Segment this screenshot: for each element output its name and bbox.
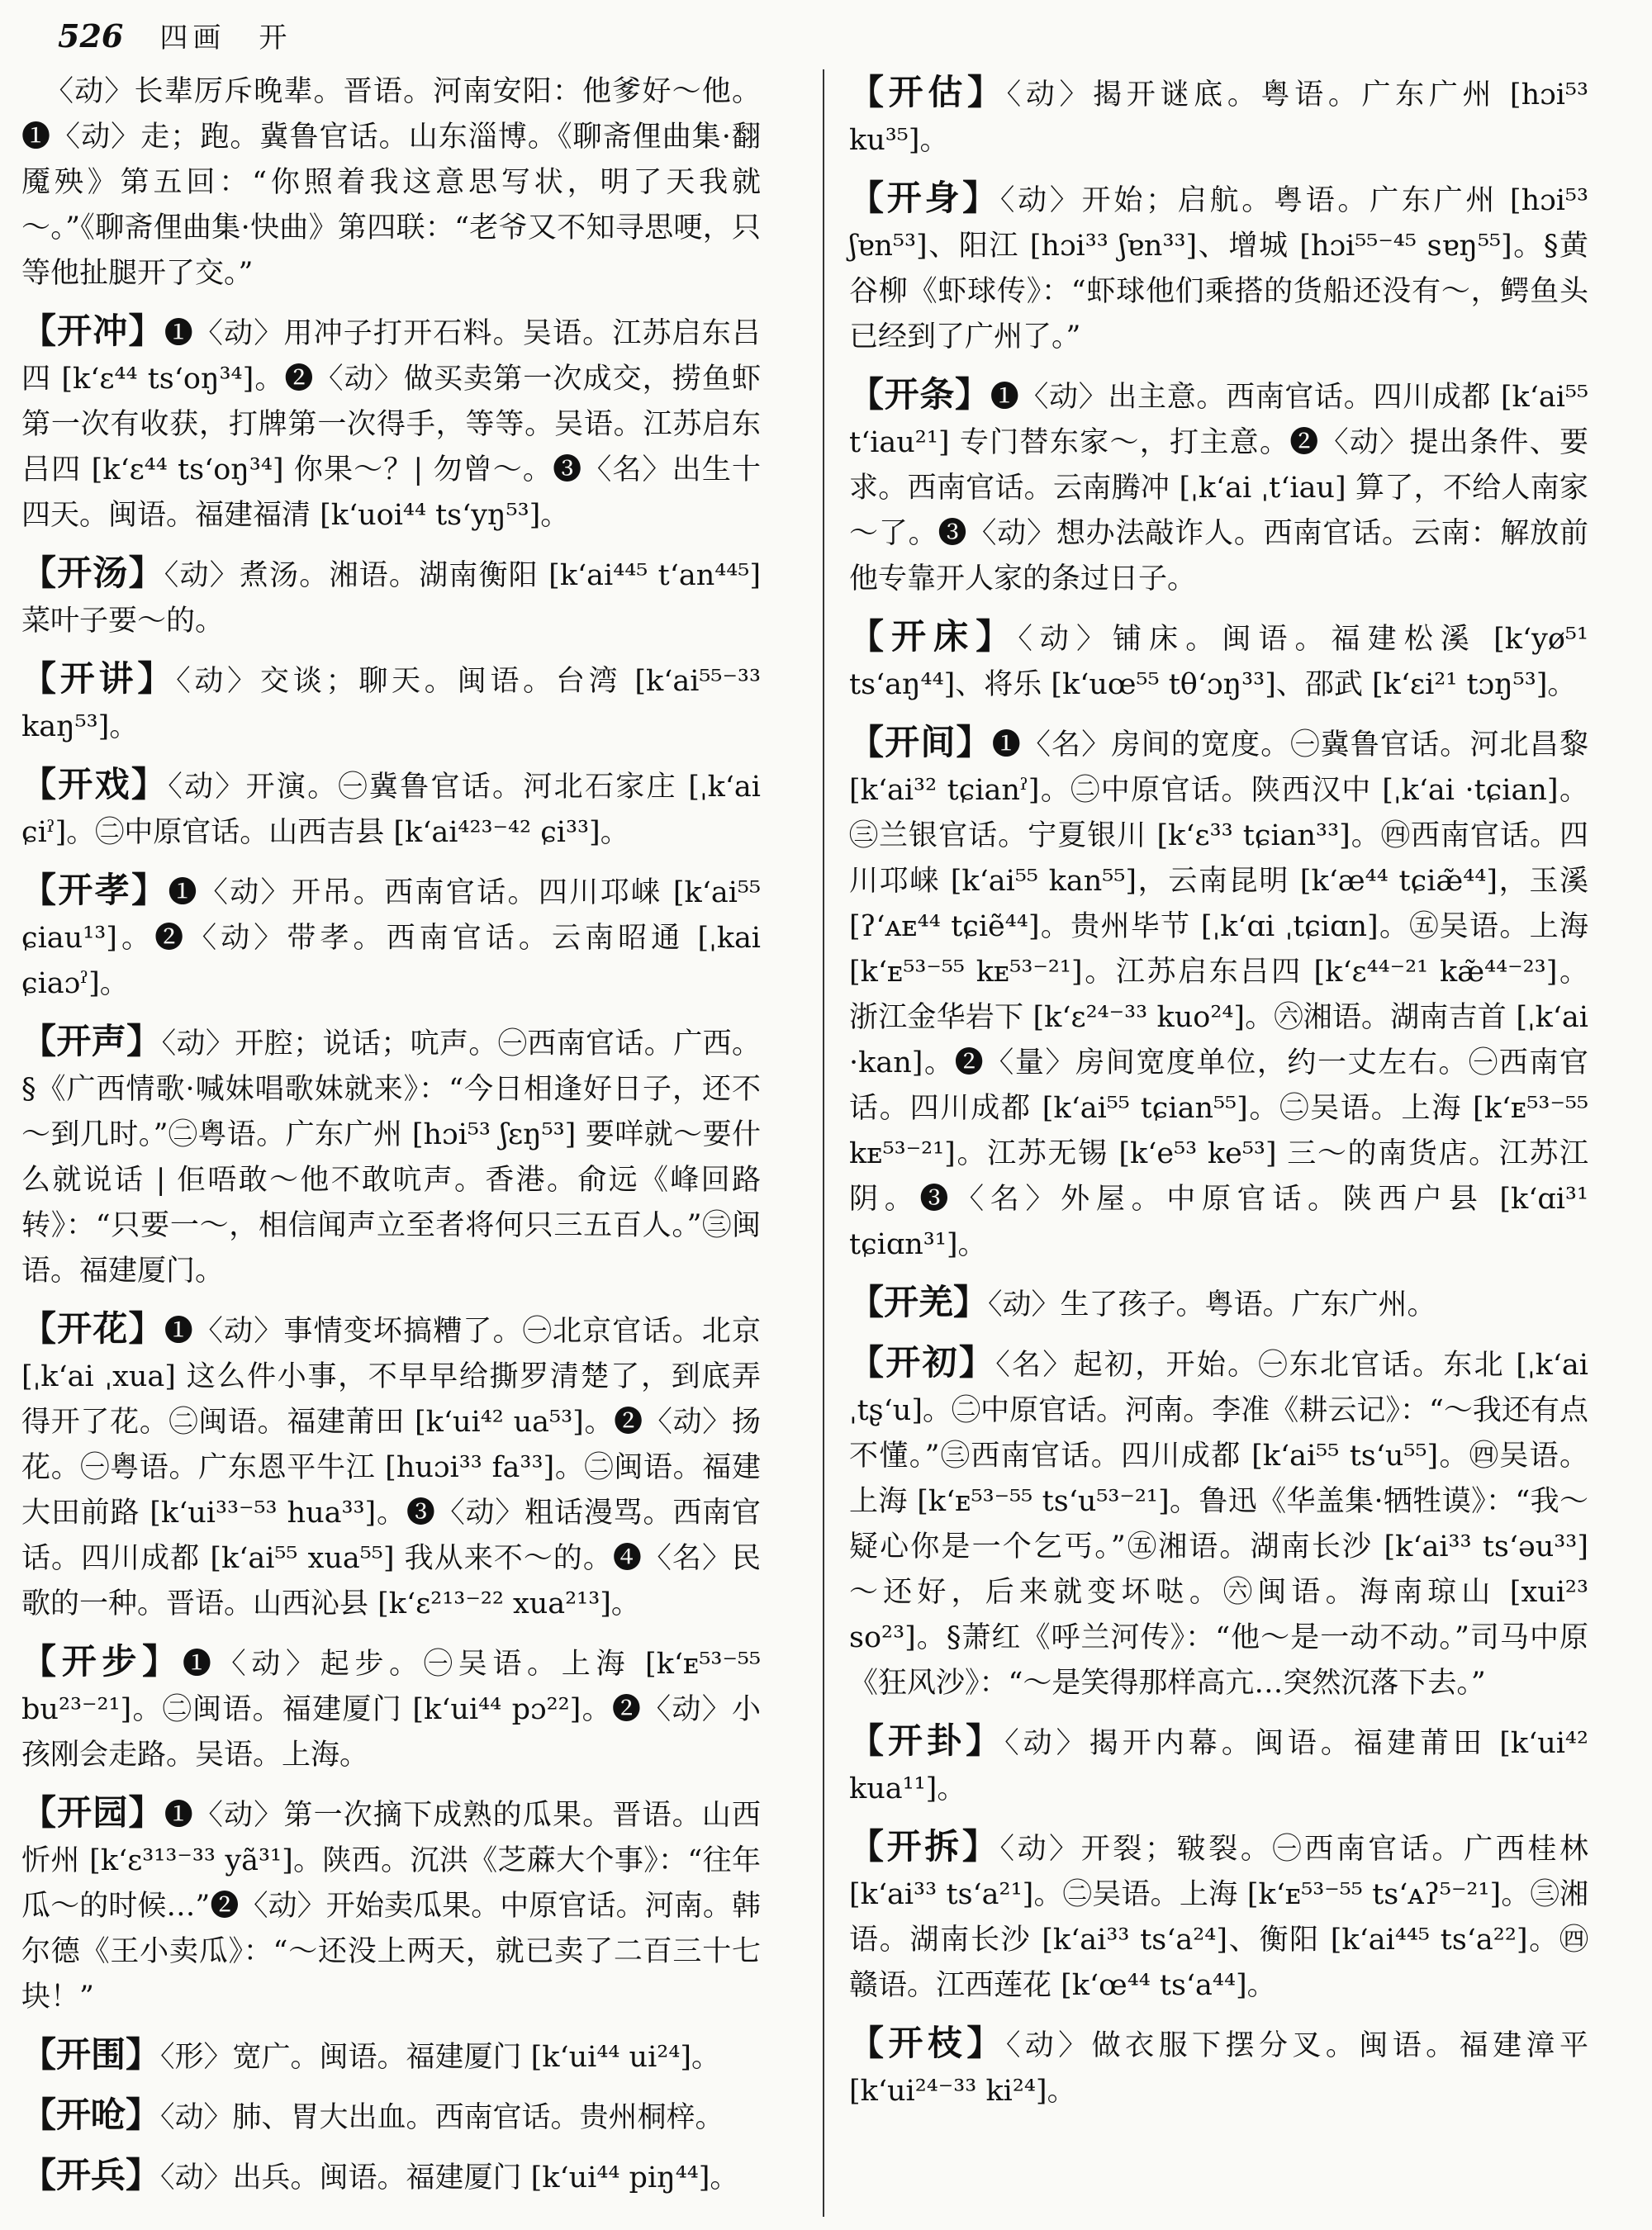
headword: 【开枝】 <box>849 2023 1006 2063</box>
headword: 【开卦】 <box>849 1720 1005 1761</box>
headword: 【开呛】 <box>21 2095 161 2135</box>
right-column <box>849 69 1588 2126</box>
headword: 【开间】 <box>849 722 992 762</box>
dictionary-entry: 【开围】〈形〉宽广。闽语。福建厦门 [kʻui⁴⁴ ui²⁴]。 <box>21 2034 721 2075</box>
headword: 【开身】 <box>849 178 1000 218</box>
dictionary-entry: 【开条】❶〈动〉出主意。西南官话。四川成都 [kʻai⁵⁵ tʻiau²¹] 专门替东家～，打主意。❷〈动〉提出条件、要求。西南官话。云南腾冲 [ˌkʻai ˌtʻiau] 算了，不给人南家～了。❸〈动〉想办法敲诈人。西南官话。云南：解放前他专靠开人家的条过日子。 <box>849 374 1588 595</box>
dictionary-entry: 【开床】〈动〉铺床。闽语。福建松溪 [kʻyø⁵¹ tsʻaŋ⁴⁴]、将乐 [kʻuœ⁵⁵ tθʻɔŋ³³]、邵武 [kʻɛi²¹ tɔŋ⁵³]。 <box>849 616 1588 701</box>
headword: 【开步】 <box>21 1641 183 1682</box>
headword: 【开围】 <box>21 2034 161 2075</box>
dictionary-entry: 【开声】〈动〉开腔；说话；吭声。㊀西南官话。广西。§《广西情歌·喊妹唱歌妹就来》：“今日相逢好日子，还不～到几时。”㊁粤语。广东广州 [hɔi⁵³ ʃɛŋ⁵³] 要咩就～要什么就说话 | 佢唔敢～他不敢吭声。香港。俞远《峰回路转》：“只要一～，相信闻声立至者将何只三五百人。”㊂闽语。福建厦门。 <box>21 1021 761 1288</box>
headword: 【开戏】 <box>21 764 169 804</box>
dictionary-entry: 【开冲】❶〈动〉用冲子打开石料。吴语。江苏启东吕四 [kʻɛ⁴⁴ tsʻoŋ³⁴]。❷〈动〉做买卖第一次成交，捞鱼虾第一次有收获，打牌第一次得手，等等。吴语。江苏启东吕四 [kʻɛ⁴⁴ tsʻoŋ³⁴] 你果～？| 勿曾～。❸〈名〉出生十四天。闽语。福建福清 [kʻuoi⁴⁴ tsʻyŋ⁵³]。 <box>21 311 761 532</box>
headword: 【开估】 <box>849 72 1007 112</box>
dictionary-entry: 【开呛】〈动〉肺、胃大出血。西南官话。贵州桐梓。 <box>21 2095 724 2135</box>
headword: 【开汤】 <box>21 553 164 593</box>
running-head: 四画 开 <box>159 21 292 55</box>
headword: 【开冲】 <box>21 311 164 351</box>
headword: 【开孝】 <box>21 870 169 910</box>
dictionary-entry: 【开初】〈名〉起初，开始。㊀东北官话。东北 [ˌkʻai ˌtʂʻu]。㊁中原官话。河南。李准《耕云记》：“～我还有点不懂。”㊂西南官话。四川成都 [kʻai⁵⁵ tsʻu⁵⁵]。㊃吴语。上海 [kʻᴇ⁵³⁻⁵⁵ tsʻu⁵³⁻²¹]。鲁迅《华盖集·牺牲谟》：“我～疑心你是一个乞丐。”㊄湘语。湖南长沙 [kʻai³³ tsʻəu³³] ～还好，后来就变坏哒。㊅闽语。海南琼山 [xui²³ so²³]。§萧红《呼兰河传》：“他～是一动不动。”司马中原《狂风沙》：“～是笑得那样高亢…突然沉落下去。” <box>849 1342 1588 1700</box>
dictionary-entry: 【开身】〈动〉开始；启航。粤语。广东广州 [hɔi⁵³ ʃɐn⁵³]、阳江 [hɔi³³ ʃɐn³³]、增城 [hɔi⁵⁵⁻⁴⁵ sɐŋ⁵⁵]。§黄谷柳《虾球传》：“虾球他们乘搭的货船还没有～，鳄鱼头已经到了广州了。” <box>849 178 1588 353</box>
dictionary-entry: 【开兵】〈动〉出兵。闽语。福建厦门 [kʻui⁴⁴ piŋ⁴⁴]。 <box>21 2155 739 2195</box>
dictionary-entry: 【开孝】❶〈动〉开吊。西南官话。四川邛崃 [kʻai⁵⁵ ɕiau¹³]。❷〈动〉带孝。西南官话。云南昭通 [ˌkai ɕiaɔˀ]。 <box>21 870 761 1000</box>
headword: 【开园】 <box>21 1792 164 1833</box>
headword: 【开羌】 <box>849 1282 989 1322</box>
dictionary-entry: 【开步】❶〈动〉起步。㊀吴语。上海 [kʻᴇ⁵³⁻⁵⁵ bu²³⁻²¹]。㊁闽语。福建厦门 [kʻui⁴⁴ pɔ²²]。❷〈动〉小孩刚会走路。吴语。上海。 <box>21 1641 761 1772</box>
dictionary-entry: 【开花】❶〈动〉事情变坏搞糟了。㊀北京官话。北京 [ˌkʻai ˌxua] 这么件小事，不早早给撕罗清楚了，到底弄得开了花。㊁闽语。福建莆田 [kʻui⁴² ua⁵³]。❷〈动〉扬花。㊀粤语。广东恩平牛江 [huɔi³³ fa³³]。㊁闽语。福建大田前路 [kʻui³³⁻⁵³ hua³³]。❸〈动〉粗话漫骂。西南官话。四川成都 [kʻai⁵⁵ xua⁵⁵] 我从来不～的。❹〈名〉民歌的一种。晋语。山西沁县 [kʻɛ²¹³⁻²² xua²¹³]。 <box>21 1308 761 1620</box>
headword: 【开初】 <box>849 1342 996 1383</box>
dictionary-entry: 【开拆】〈动〉开裂；皲裂。㊀西南官话。广西桂林 [kʻai³³ tsʻa²¹]。㊁吴语。上海 [kʻᴇ⁵³⁻⁵⁵ tsʻᴀʔ⁵⁻²¹]。㊂湘语。湖南长沙 [kʻai³³ tsʻa²⁴]、衡阳 [kʻai⁴⁴⁵ tsʻa²²]。㊃赣语。江西莲花 [kʻœ⁴⁴ tsʻa⁴⁴]。 <box>849 1826 1588 2002</box>
headword: 【开床】 <box>849 616 1018 657</box>
dictionary-entry: 【开汤】〈动〉煮汤。湘语。湖南衡阳 [kʻai⁴⁴⁵ tʻan⁴⁴⁵] 菜叶子要～的。 <box>21 553 761 638</box>
headword: 【开讲】 <box>21 658 177 699</box>
dictionary-entry: 【开园】❶〈动〉第一次摘下成熟的瓜果。晋语。山西忻州 [kʻɛ³¹³⁻³³ yã³¹]。陕西。沉洪《芝蔴大个事》：“往年瓜～的时候…”❷〈动〉开始卖瓜果。中原官话。河南。韩尔德《王小卖瓜》：“～还没上两天，就已卖了二百三十七块！” <box>21 1792 761 2014</box>
left-column <box>21 69 761 2213</box>
dictionary-entry: 【开卦】〈动〉揭开内幕。闽语。福建莆田 [kʻui⁴² kua¹¹]。 <box>849 1720 1588 1805</box>
dictionary-entry: 【开戏】〈动〉开演。㊀冀鲁官话。河北石家庄 [ˌkʻai ɕiˀ]。㊁中原官话。山西吉县 [kʻai⁴²³⁻⁴² ɕi³³]。 <box>21 764 761 849</box>
dictionary-entry: 【开间】❶〈名〉房间的宽度。㊀冀鲁官话。河北昌黎 [kʻai³² tɕianˀ]。㊁中原官话。陕西汉中 [ˌkʻai ·tɕian]。㊂兰银官话。宁夏银川 [kʻɛ³³ tɕian³³]。㊃西南官话。四川邛崃 [kʻai⁵⁵ kan⁵⁵]，云南昆明 [kʻæ⁴⁴ tɕiæ̃⁴⁴]，玉溪 [ʔʻᴀᴇ⁴⁴ tɕiẽ⁴⁴]。贵州毕节 [ˌkʻɑi ˌtɕiɑn]。㊄吴语。上海 [kʻᴇ⁵³⁻⁵⁵ kᴇ⁵³⁻²¹]。江苏启东吕四 [kʻɛ⁴⁴⁻²¹ kæ̃⁴⁴⁻²³]。浙江金华岩下 [kʻɛ²⁴⁻³³ kuo²⁴]。㊅湘语。湖南吉首 [ˌkʻai ·kan]。❷〈量〉房间宽度单位，约一丈左右。㊀西南官话。四川成都 [kʻai⁵⁵ tɕian⁵⁵]。㊁吴语。上海 [kʻᴇ⁵³⁻⁵⁵ kᴇ⁵³⁻²¹]。江苏无锡 [kʻe⁵³ ke⁵³] 三～的南货店。江苏江阴。❸〈名〉外屋。中原官话。陕西户县 [kʻɑi³¹ tɕiɑn³¹]。 <box>849 722 1588 1261</box>
headword: 【开条】 <box>849 374 990 415</box>
column-divider <box>823 69 824 2217</box>
page-header <box>58 15 292 64</box>
headword: 【开兵】 <box>21 2155 161 2195</box>
dictionary-entry: 【开枝】〈动〉做衣服下摆分叉。闽语。福建漳平 [kʻui²⁴⁻³³ ki²⁴]。 <box>849 2023 1588 2108</box>
dictionary-entry: 〈动〉长辈厉斥晚辈。晋语。河南安阳：他爹好～他。❶〈动〉走；跑。冀鲁官话。山东淄博。《聊斋俚曲集·翻魇殃》第五回：“你照着我这意思写状，明了天我就～。”《聊斋俚曲集·快曲》第四联：“老爷又不知寻思哽，只等他扯腿开了交。” <box>21 75 761 290</box>
headword: 【开拆】 <box>849 1826 1000 1867</box>
dictionary-entry: 【开估】〈动〉揭开谜底。粤语。广东广州 [hɔi⁵³ ku³⁵]。 <box>849 72 1588 157</box>
dictionary-entry: 【开羌】〈动〉生了孩子。粤语。广东广州。 <box>849 1282 1436 1322</box>
page-number: 526 <box>58 17 124 55</box>
dictionary-entry: 【开讲】〈动〉交谈；聊天。闽语。台湾 [kʻai⁵⁵⁻³³ kaŋ⁵³]。 <box>21 658 761 743</box>
headword: 【开声】 <box>21 1021 162 1061</box>
headword: 【开花】 <box>21 1308 164 1349</box>
